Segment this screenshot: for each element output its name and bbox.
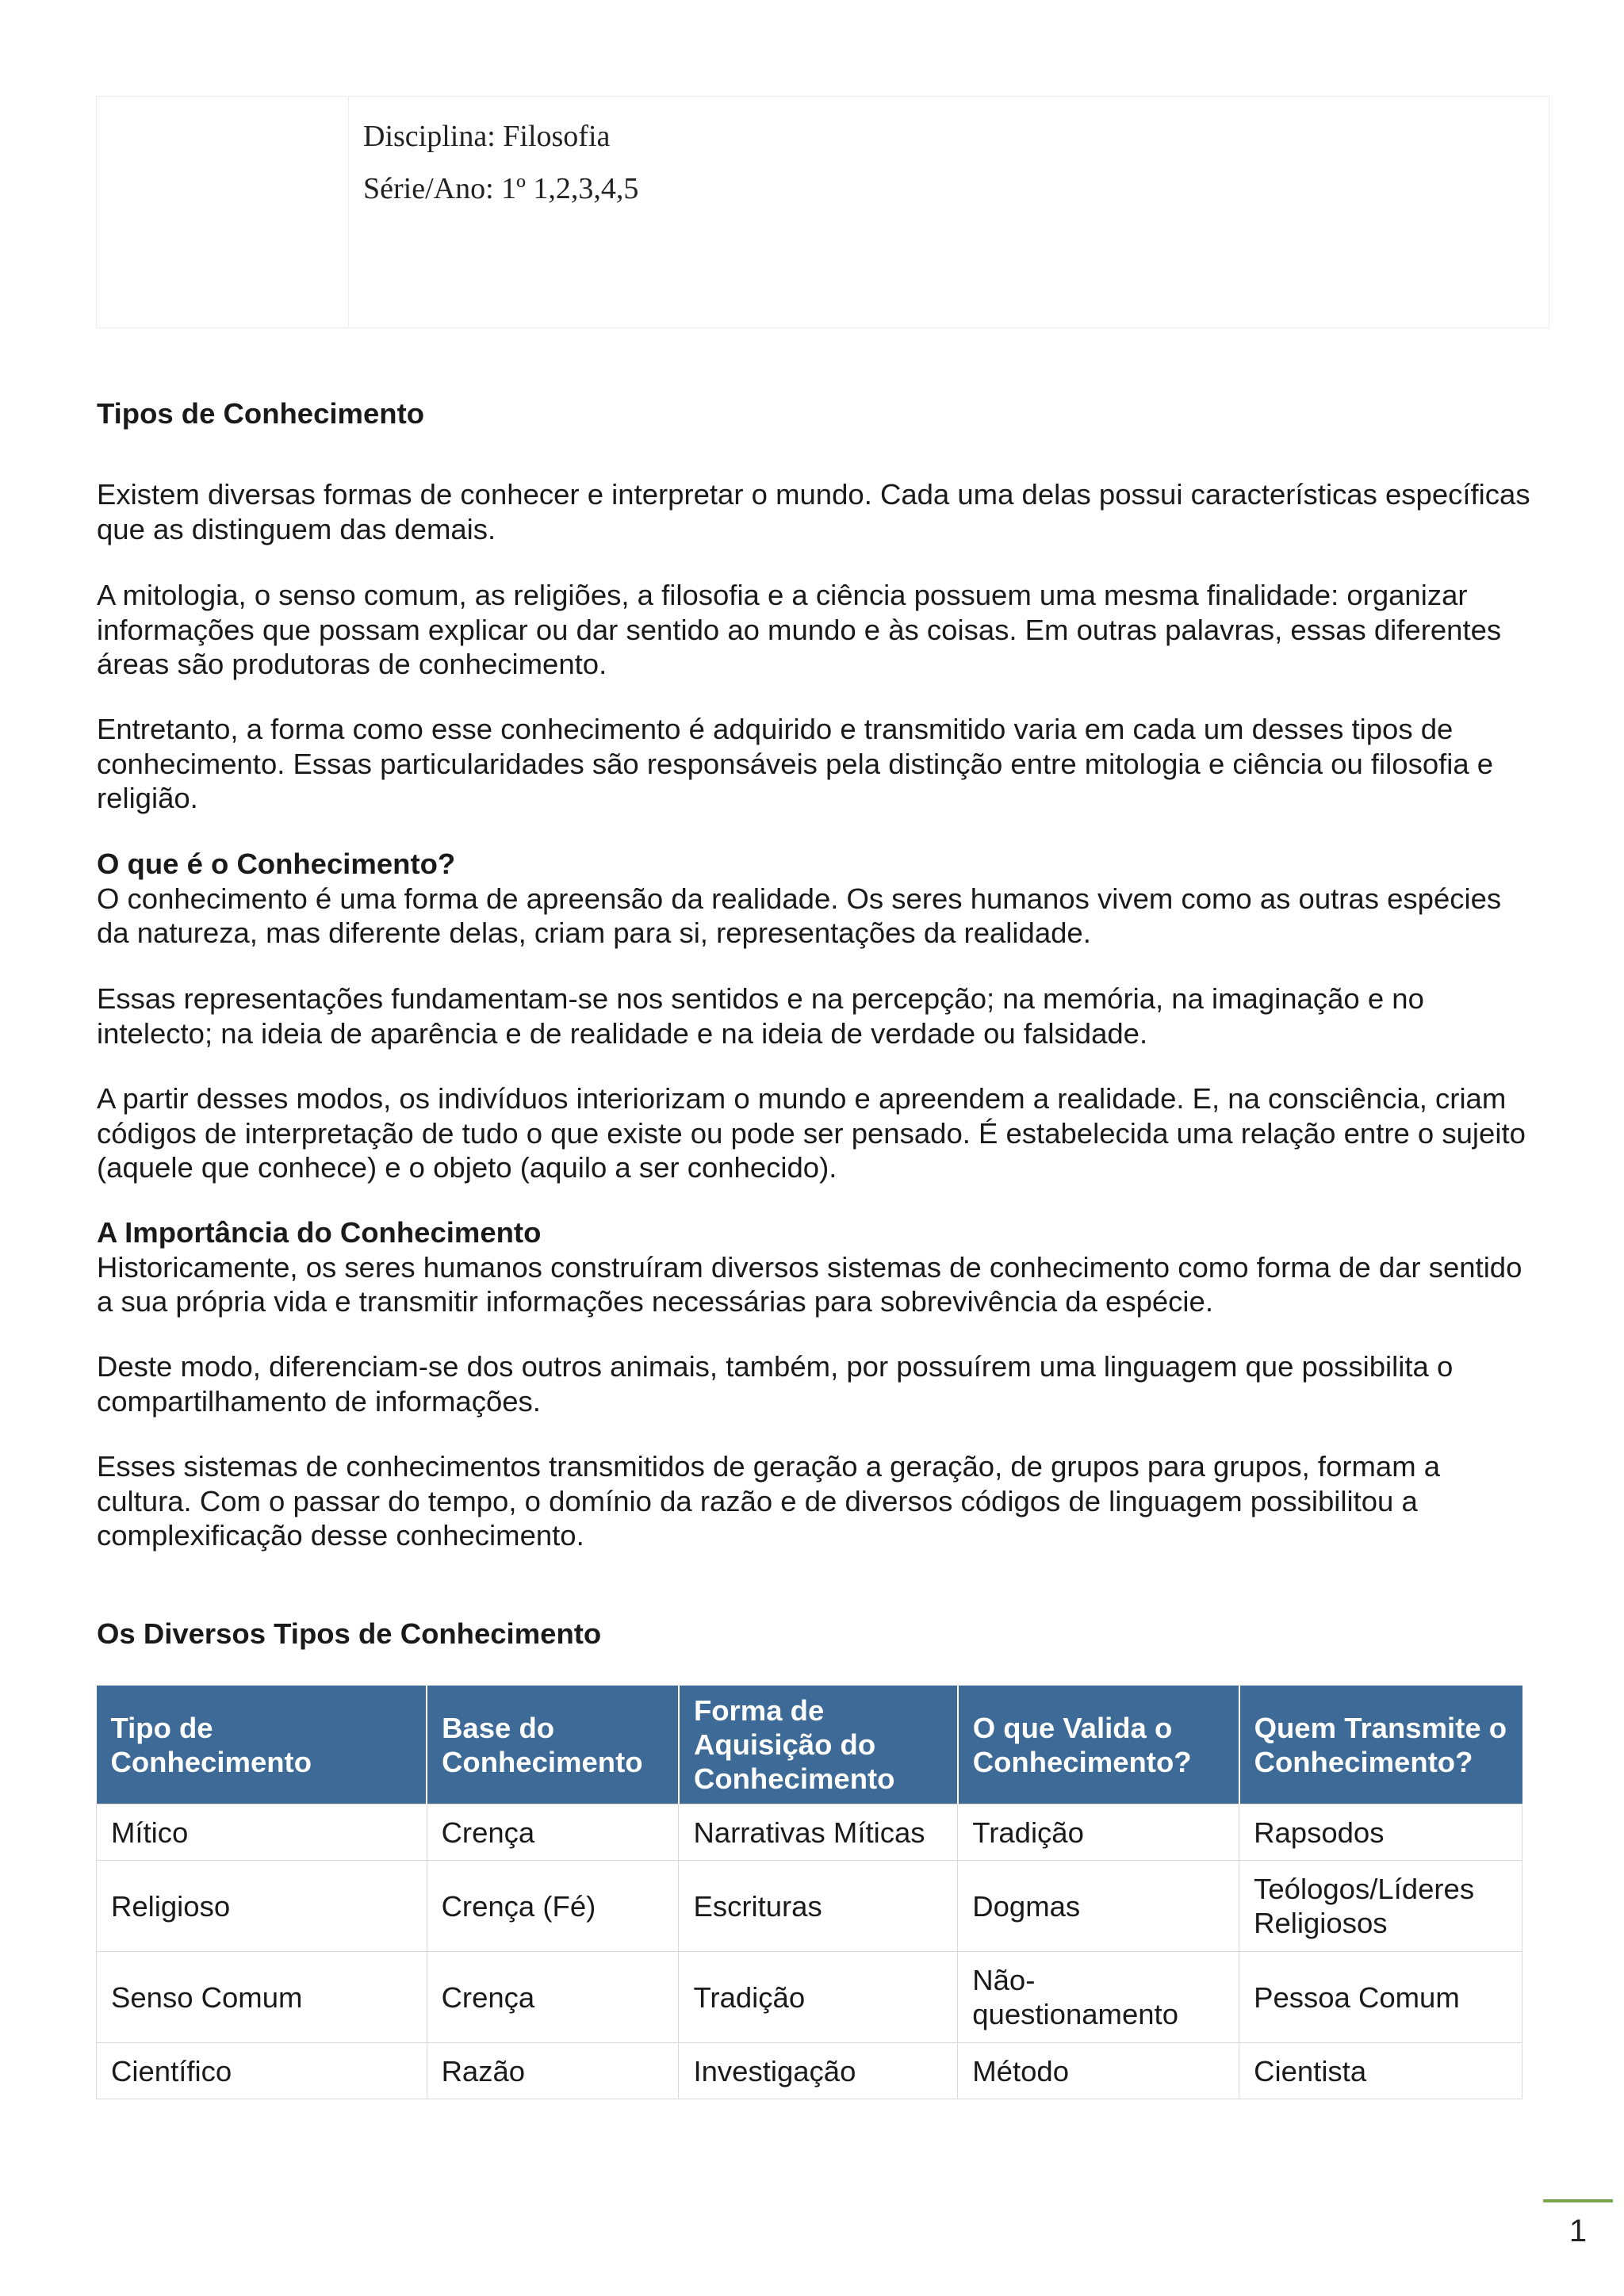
section-tipos-de-conhecimento (97, 396, 1540, 431)
table-row (97, 1861, 1522, 1952)
table-cell: Método (958, 2043, 1239, 2099)
table-row (97, 1804, 1522, 1861)
table-row (97, 1952, 1522, 2043)
table-cell: Tradição (679, 1952, 958, 2043)
paragraph: Esses sistemas de conhecimentos transmitidos de geração a geração, de grupos para grupos, formam a cultura. Com o passar do tempo, o domínio da razão e de diversos códigos de linguagem possibilitou a complexificação desse conhecimento. (97, 1450, 1441, 1552)
section-o-que-e-conhecimento (97, 847, 1540, 951)
section-diversos-tipos (97, 1617, 1540, 1651)
table-cell: Não-questionamento (958, 1952, 1239, 2043)
header-box (96, 96, 1549, 328)
table-header-cell: Tipo de Conhecimento (97, 1686, 427, 1804)
header-grade: Série/Ano: 1º 1,2,3,4,5 (363, 172, 639, 205)
table-cell: Escrituras (679, 1861, 958, 1952)
section-title: O que é o Conhecimento? (97, 848, 456, 880)
table-cell: Crença (427, 1804, 679, 1861)
page-number: 1 (1543, 2199, 1613, 2256)
table-header-cell: Base do Conhecimento (427, 1686, 679, 1804)
table-header-cell: Quem Transmite o Conhecimento? (1239, 1686, 1522, 1804)
header-discipline: Disciplina: Filosofia (363, 120, 611, 153)
paragraph: Essas representações fundamentam-se nos sentidos e na percepção; na memória, na imaginação e no intelecto; na ideia de aparência e de realidade e na ideia de verdade ou falsidade. (97, 982, 1424, 1050)
table-cell: Senso Comum (97, 1952, 427, 2043)
knowledge-types-table (96, 1686, 1522, 2099)
section-title: Tipos de Conhecimento (97, 397, 425, 430)
paragraph: A partir desses modos, os indivíduos interiorizam o mundo e apreendem a realidade. E, na consciência, criam códigos de interpretação de tudo o que existe ou pode ser pensado. É estabelecida uma relação entre o sujeito (aquele que conhece) e o objeto (aquilo a ser conhecido). (97, 1082, 1526, 1184)
table-cell: Mítico (97, 1804, 427, 1861)
paragraph: Existem diversas formas de conhecer e interpretar o mundo. Cada uma delas possui características específicas que as distinguem das demais. (97, 478, 1530, 545)
table-cell: Científico (97, 2043, 427, 2099)
table-header-cell: Forma de Aquisição do Conhecimento (679, 1686, 958, 1804)
table-cell: Investigação (679, 2043, 958, 2099)
section-title: Os Diversos Tipos de Conhecimento (97, 1617, 602, 1650)
table-cell: Rapsodos (1239, 1804, 1522, 1861)
table-cell: Cientista (1239, 2043, 1522, 2099)
table-cell: Razão (427, 2043, 679, 2099)
table-cell: Pessoa Comum (1239, 1952, 1522, 2043)
table-cell: Narrativas Míticas (679, 1804, 958, 1861)
table-header-cell: O que Valida o Conhecimento? (958, 1686, 1239, 1804)
paragraph: A mitologia, o senso comum, as religiões, a filosofia e a ciência possuem uma mesma finalidade: organizar informações que possam explicar ou dar sentido ao mundo e às coisas. Em outras palavras, essas diferentes áreas são produtoras de conhecimento. (97, 579, 1502, 680)
table-cell: Dogmas (958, 1861, 1239, 1952)
section-importancia-conhecimento (97, 1215, 1540, 1319)
table-cell: Religioso (97, 1861, 427, 1952)
table-cell: Teólogos/Líderes Religiosos (1239, 1861, 1522, 1952)
table-header-row (97, 1686, 1522, 1804)
paragraph: Historicamente, os seres humanos construíram diversos sistemas de conhecimento como forma de dar sentido a sua própria vida e transmitir informações necessárias para sobrevivência da espécie. (97, 1250, 1522, 1318)
paragraph: O conhecimento é uma forma de apreensão da realidade. Os seres humanos vivem como as outras espécies da natureza, mas diferente delas, criam para si, representações da realidade. (97, 882, 1502, 949)
paragraph: Deste modo, diferenciam-se dos outros animais, também, por possuírem uma linguagem que possibilita o compartilhamento de informações. (97, 1350, 1454, 1418)
table-cell: Tradição (958, 1804, 1239, 1861)
table-cell: Crença (Fé) (427, 1861, 679, 1952)
paragraph: Entretanto, a forma como esse conhecimento é adquirido e transmitido varia em cada um desses tipos de conhecimento. Essas particularidades são responsáveis pela distinção entre mitologia e ciência ou filosofia e religião. (97, 713, 1494, 814)
header-logo-cell (97, 97, 349, 327)
table-cell: Crença (427, 1952, 679, 2043)
section-title: A Importância do Conhecimento (97, 1216, 542, 1249)
table-row (97, 2043, 1522, 2099)
